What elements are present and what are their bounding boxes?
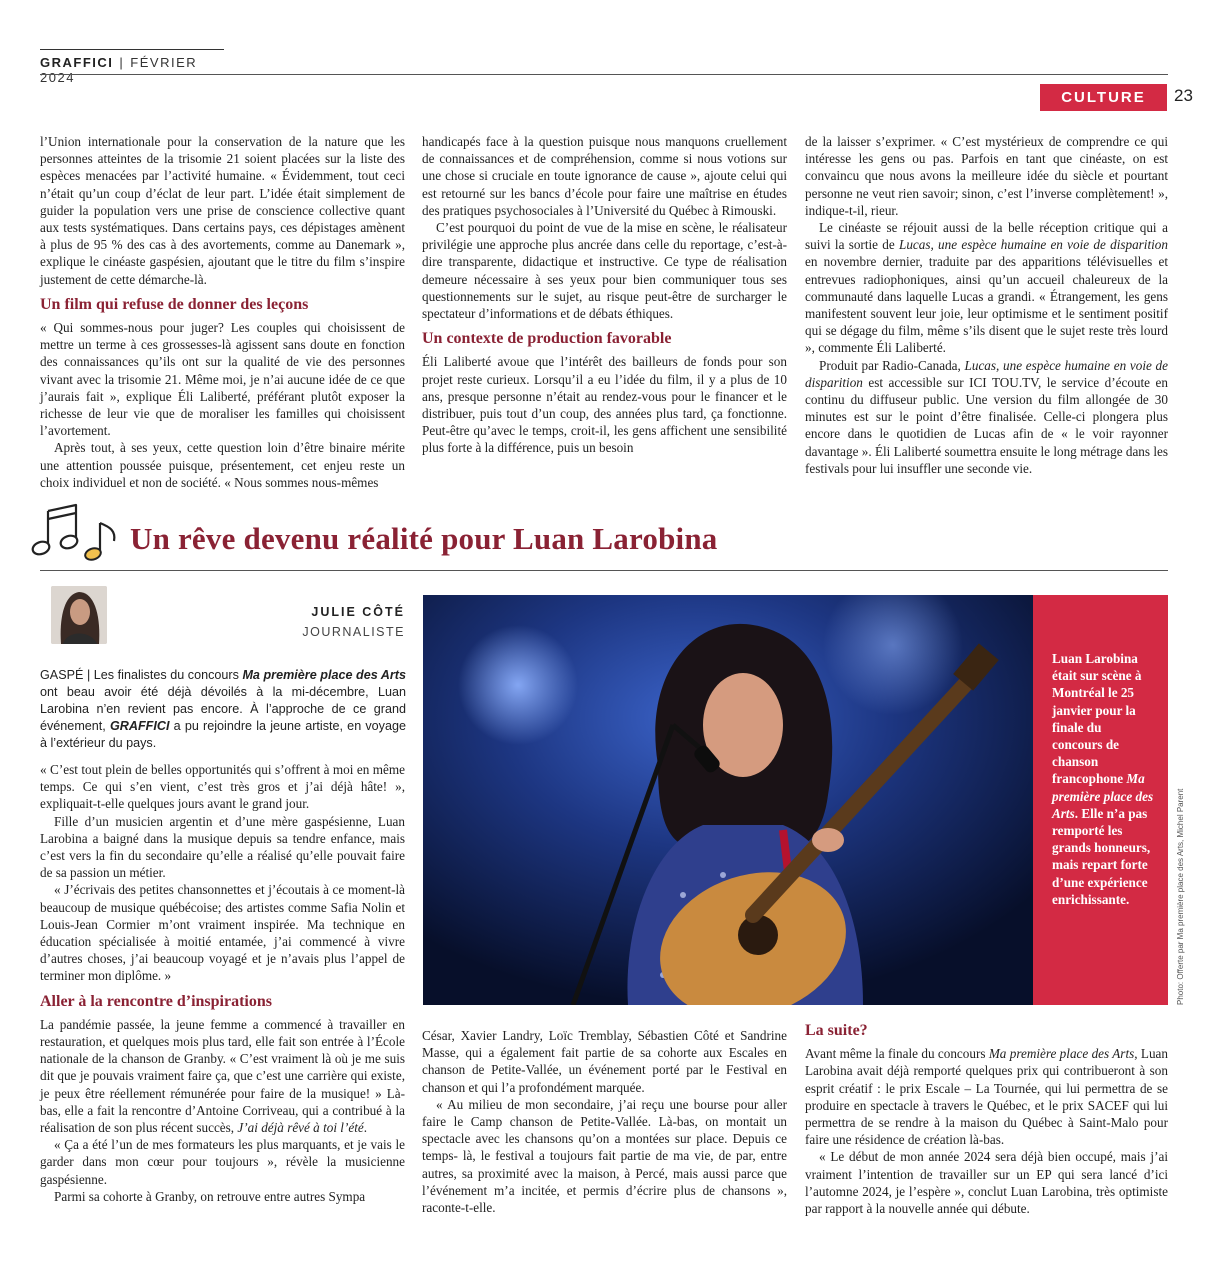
paragraph: « C’est tout plein de belles opportunités qui s’offrent à moi en même temps. Ce qui s’en vient, c’est très gros et j’ai déjà hâte! », expliquait-t-elle quelques jours avant le grand jour. — [40, 762, 405, 812]
headline-rule — [40, 570, 1168, 571]
feature-column-1 — [40, 761, 405, 1205]
feature-headline: Un rêve devenu réalité pour Luan Larobina — [130, 521, 718, 556]
photo-caption: Luan Larobina était sur scène à Montréal le 25 janvier pour la finale du concours de chanson francophone Ma première place des Arts. Elle n’a pas remporté les grands honneurs, mais repart forte d’une expérience enrichissante. — [1052, 651, 1154, 907]
paragraph: « Au milieu de mon secondaire, j’ai reçu une bourse pour aller faire le Camp chanson de Petite-Vallée. Là-bas, on montait un spectacle avec les chansons qu’on a montées sur place. Depuis ce temps- là, le festival a toujours fait partie de ma vie, de par, entre autres, sa proximité avec la maison, à Percé, mais aussi parce que l’événement m’a incitée, et permis d’écrire plus de chansons », raconte-t-elle. — [422, 1096, 787, 1216]
issue-date: FÉVRIER 2024 — [40, 55, 198, 85]
paragraph: César, Xavier Landry, Loïc Tremblay, Sébastien Côté et Sandrine Masse, qui a également fait partie de sa cohorte aux Escales en chanson de Petite-Vallée, un événement porté par le Festival en chanson et qui l’a profondément marquée. — [422, 1028, 787, 1095]
top-article-column-1 — [40, 133, 405, 491]
contest-title: Ma première place des Arts — [988, 1046, 1135, 1062]
page-number: 23 — [1174, 86, 1193, 105]
top-article-column-3 — [805, 133, 1168, 477]
contest-title: Ma première place des Arts — [1052, 771, 1154, 821]
subheading: Aller à la rencontre d’inspirations — [40, 992, 272, 1010]
publication-mention: GRAFFICI — [110, 719, 170, 733]
header-rule — [40, 74, 1168, 75]
film-title: Lucas, une espèce humaine en voie de disparition — [805, 357, 1168, 390]
contest-title: Ma première place des Arts — [242, 668, 406, 682]
photo-credit: Photo: Offerte par Ma première place des Arts, Michel Parent — [1176, 788, 1185, 1005]
feature-column-3 — [805, 1018, 1168, 1217]
author-role: JOURNALISTE — [302, 625, 405, 639]
subheading: Un film qui refuse de donner des leçons — [40, 295, 309, 313]
section-tag: CULTURE — [1040, 84, 1167, 111]
subheading: La suite? — [805, 1022, 868, 1039]
paragraph: Après tout, à ses yeux, cette question loin d’être binaire mérite une attention poussée puisque, présentement, cet enjeu reste un choix individuel et non de société. « Nous sommes nous-mêmes — [40, 440, 405, 490]
film-title: Lucas, une espèce humaine en voie de disparition — [898, 237, 1168, 253]
paragraph: l’Union internationale pour la conservation de la nature que les personnes atteintes de la trisomie 21 soient placées sur la liste des espèces menacées par l’activité humaine. « Évidemment, tout ceci n’était qu’un coup d’éclat de leur part. L’idée était simplement de guider la population vers une prise de conscience collective quant aux tests systématiques. Dans certains pays, ces dépistages amènent à plus de 95 % des cas à des avortements, comme au Danemark », explique le cinéaste gaspésien, ajoutant que le titre du film s’inspire justement de cette démarche-là. — [40, 134, 405, 287]
paragraph: La pandémie passée, la jeune femme a commencé à travailler en restauration, et quelques mois plus tard, elle fait son entrée à l’École nationale de la chanson de Granby. « C’est vraiment là où je me suis dit que je pouvais vraiment faire ça, que c’est une carrière qui existe, je peux être réellement rémunérée pour faire de la musique! » Là-bas, elle a fait la rencontre d’Antoine Corriveau, qui a contribué à la réalisation de son plus récent succès, J’ai déjà rêvé à toi l’été. — [40, 1016, 405, 1136]
top-article-column-2 — [422, 133, 787, 457]
paragraph: « Ça a été l’un de mes formateurs les plus marquants, et je vais le garder dans mon cœur pour toujours », révèle la musicienne gaspésienne. — [40, 1137, 405, 1187]
feature-lede: GASPÉ | Les finalistes du concours Ma première place des Arts ont beau avoir été déjà dévoilés à la mi-décembre, Luan Larobina n’en revient pas encore. À l’approche de ce grand événement, GRAFFICI a pu rejoindre la jeune artiste, en voyage à l’extérieur du pays. — [40, 668, 406, 750]
music-notes-icon — [30, 501, 122, 561]
feature-column-2 — [422, 1027, 787, 1216]
subheading: Un contexte de production favorable — [422, 330, 672, 348]
paragraph: Éli Laliberté avoue que l’intérêt des bailleurs de fonds pour son projet reste curieux. Lorsqu’il a eu l’idée du film, il y a plus de 10 ans, presque personne n’était au rendez-vous pour le financer et le distribuer, puis tout d’un coup, des années plus tard, ça fonctionne. Peut-être qu’avec le temps, croit-il, les gens affichent une sensibilité plus forte à la différence, puis un besoin — [422, 354, 787, 456]
paragraph: Le cinéaste se réjouit aussi de la belle réception critique qui a suivi la sortie de Lucas, une espèce humaine en voie de disparition en novembre dernier, traduite par des apparitions télévisuelles et entrevues radiophoniques, ainsi qu’un accueil chaleureux de la communauté dans laquelle Lucas a grandi. « Étrangement, les gens manifestent souvent leur joie, leur optimisme et le sentiment positif qui se dégage du film, même s’ils disent que le sujet reste très lourd », commente Éli Laliberté. — [805, 220, 1168, 356]
paragraph: Produit par Radio-Canada, Lucas, une espèce humaine en voie de disparition est accessible sur ICI TOU.TV, le service d’écoute en continu du diffuseur public. Une version du film allongée de 30 minutes est sur le point d’être finalisée. Celle-ci plongera plus encore dans le quotidien de Lucas afin de « le voir rayonner davantage ». Éli Laliberté soumettra ensuite le long métrage dans les festivals pour lui insuffler une seconde vie. — [805, 357, 1168, 476]
masthead: GRAFFICI | FÉVRIER 2024 — [40, 49, 224, 85]
paragraph: « Qui sommes-nous pour juger? Les couples qui choisissent de mettre un terme à ces grossesses-là agissent sans doute en fonction des connaissances qu’ils ont sur la qualité de vie des personnes vivant avec la trisomie 21. Même moi, je n’ai aucune idée de ce que j’aurais fait », explique Éli Laliberté, préférant plutôt exposer la richesse de leur vie que de moraliser les familles qui choisissent l’avortement. — [40, 320, 405, 439]
paragraph: handicapés face à la question puisque nous manquons cruellement de connaissances et de compréhension, comme si nous votions sur une chose si cruciale en toute ignorance de cause », ajoute celui qui est retourné sur les bancs d’école pour faire une maîtrise en études des pratiques psychosociales à l’Université du Québec à Rimouski. — [422, 134, 787, 218]
concert-photo — [423, 595, 1033, 1005]
paragraph: Fille d’un musicien argentin et d’une mère gaspésienne, Luan Larobina a baigné dans la musique depuis sa tendre enfance, mais c’est vers la fin du secondaire qu’elle a réalisé qu’elle pouvait faire de sa passion un métier. — [40, 813, 405, 881]
song-title: J’ai déjà rêvé à toi l’été — [237, 1120, 364, 1136]
paragraph: « J’écrivais des petites chansonnettes et j’écoutais à ce moment-là beaucoup de musique québécoise; des artistes comme Safia Nolin et Louis-Jean Cormier m’ont vraiment inspirée. Ma technique en éducation spécialisée à moitié entamée, j’ai commencé à vivre d’autres choses, j’ai beaucoup voyagé et je n’avais plus l’appel de terminer mon diplôme. » — [40, 882, 405, 984]
paragraph: Avant même la finale du concours Ma première place des Arts, Luan Larobina avait déjà remporté quelques prix qui contribueront à son esprit créatif : le prix Escale – La Tournée, qui lui permettra de se produire en spectacle à travers le Québec, et le prix SACEF qui lui permettra de se rendre à la maison du Québec à Saint-Malo pour faire une résidence de création là-bas. — [805, 1046, 1168, 1148]
publication-name: GRAFFICI — [40, 55, 114, 70]
author-avatar — [51, 586, 107, 644]
author-name: JULIE CÔTÉ — [311, 605, 405, 619]
paragraph: Parmi sa cohorte à Granby, on retrouve entre autres Sympa — [54, 1188, 366, 1204]
paragraph: de la laisser s’exprimer. « C’est mystérieux de comprendre ce qui intéresse les gens ou pas. Parfois en tant que cinéaste, on est convaincu que nous avons la meilleure idée du siècle et pourtant personne ne veut rien savoir; sinon, c’est l’inverse complètement! », indique-t-il, rieur. — [805, 134, 1168, 218]
paragraph: C’est pourquoi du point de vue de la mise en scène, le réalisateur privilégie une approche plus ancrée dans celle du reportage, c’est-à-dire transparente, didactique et instructive. Ce type de réalisation demeure nécessaire à ses yeux pour bien communiquer tous ses questionnements sur le sujet, au risque peut-être de surcharger le spectateur d’informations et de débats éthiques. — [422, 220, 787, 322]
paragraph: « Le début de mon année 2024 sera déjà bien occupé, mais j’ai vraiment l’intention de travailler sur un EP qui sera lancé d’ici l’automne 2024, je l’espère », conclut Luan Larobina, très optimiste par rapport à la nouvelle année qui débute. — [805, 1149, 1168, 1217]
